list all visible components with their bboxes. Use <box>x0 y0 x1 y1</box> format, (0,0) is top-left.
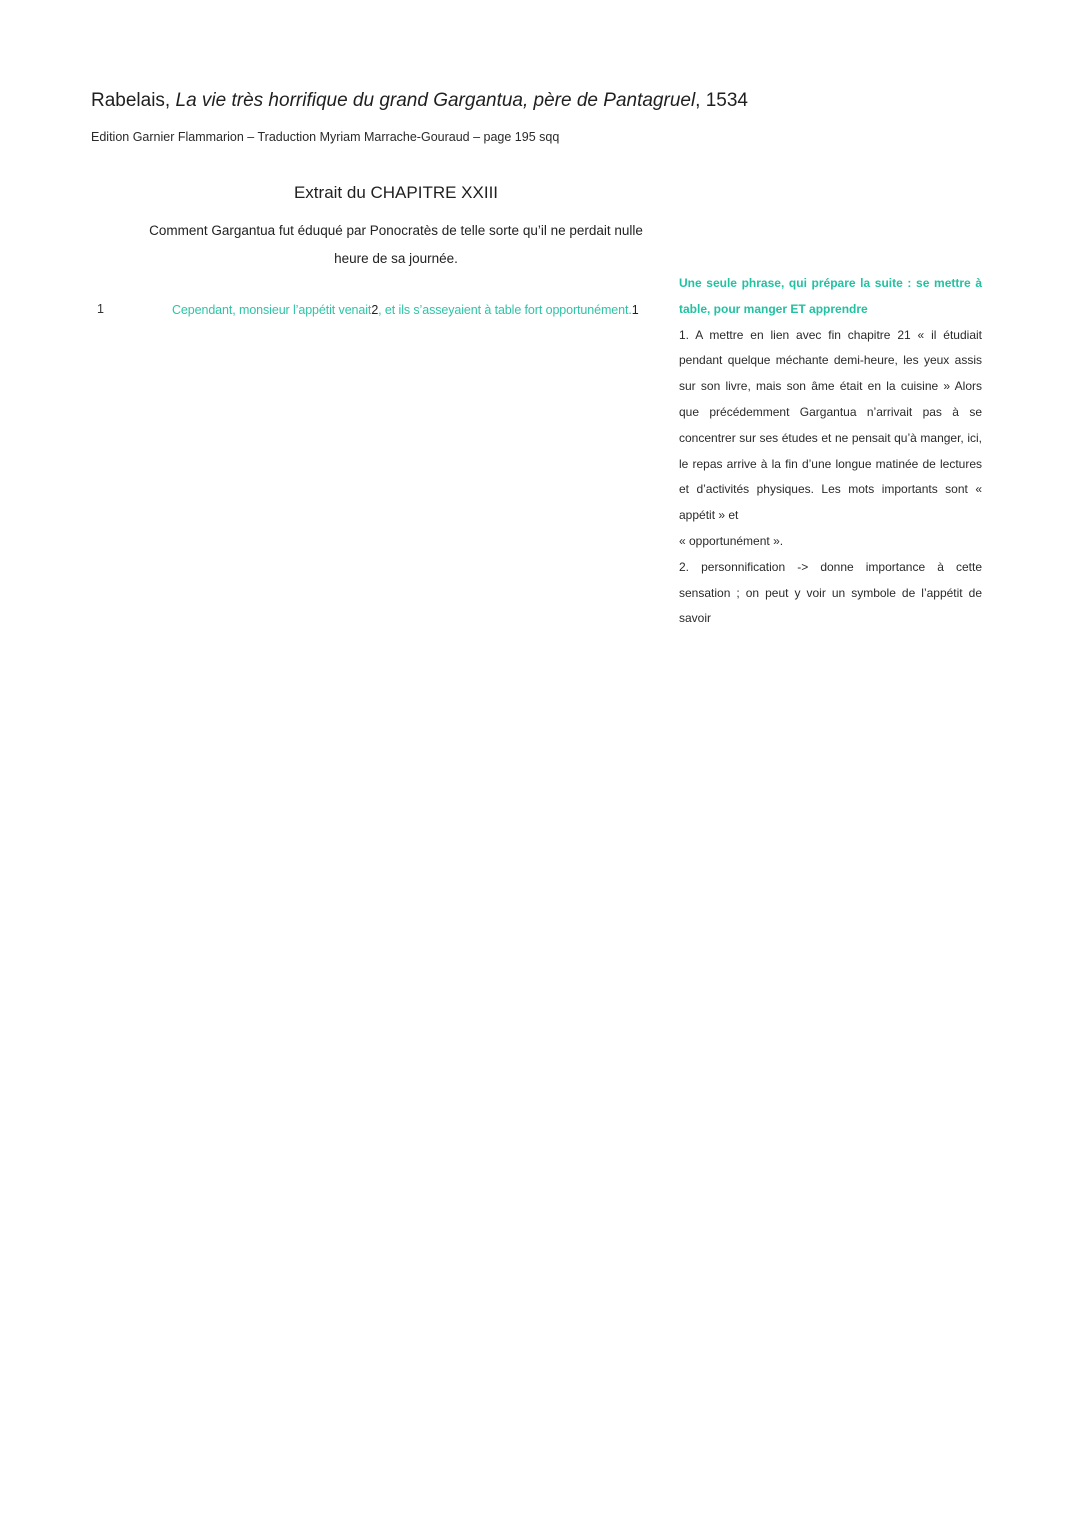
document-title <box>91 90 748 112</box>
note-1-end: « opportunément ». <box>679 533 784 548</box>
chapter-subtitle <box>130 217 662 273</box>
edition-info: Edition Garnier Flammarion – Traduction Myriam Marrache-Gouraud – page 195 sqq <box>91 130 560 144</box>
work-title: La vie très horrifique du grand Gargantua, père de Pantagruel <box>175 90 696 111</box>
excerpt-part-1: Cependant, monsieur l’appétit venait <box>172 303 372 317</box>
chapter-subtitle-line-2: heure de sa journée. <box>334 251 458 266</box>
margin-notes <box>679 271 982 632</box>
chapter-subtitle-line-1: Comment Gargantua fut éduqué par Ponocratès de telle sorte qu’il ne perdait nulle <box>149 223 643 238</box>
notes-heading: Une seule phrase, qui prépare la suite : se mettre à table, pour manger ET apprendre <box>679 276 982 316</box>
line-number: 1 <box>97 302 104 316</box>
note-1 <box>679 323 982 555</box>
author-name: Rabelais, <box>91 90 176 111</box>
note-2: 2. personnification -> donne importance à cette sensation ; on peut y voir un symbole de l’appétit de savoir <box>679 559 982 626</box>
chapter-heading: Extrait du CHAPITRE XXIII <box>293 183 499 202</box>
footnote-ref-1: 1 <box>631 303 639 317</box>
excerpt-sentence <box>172 303 639 317</box>
publication-year: , 1534 <box>695 90 748 111</box>
footnote-ref-2: 2 <box>371 303 379 317</box>
excerpt-part-2: , et ils s’asseyaient à table fort opportunément. <box>378 303 632 317</box>
note-1-main: 1. A mettre en lien avec fin chapitre 21 « il étudiait pendant quelque méchante demi-heure, les yeux assis sur son livre, mais son âme était en la cuisine » Alors que précédemment Gargantua n’arrivait pas à se concentrer sur ses études et ne pensait qu’à manger, ici, le repas arrive à la fin d’une longue matinée de lectures et d’activités physiques. Les mots importants sont « appétit » et <box>679 327 982 523</box>
